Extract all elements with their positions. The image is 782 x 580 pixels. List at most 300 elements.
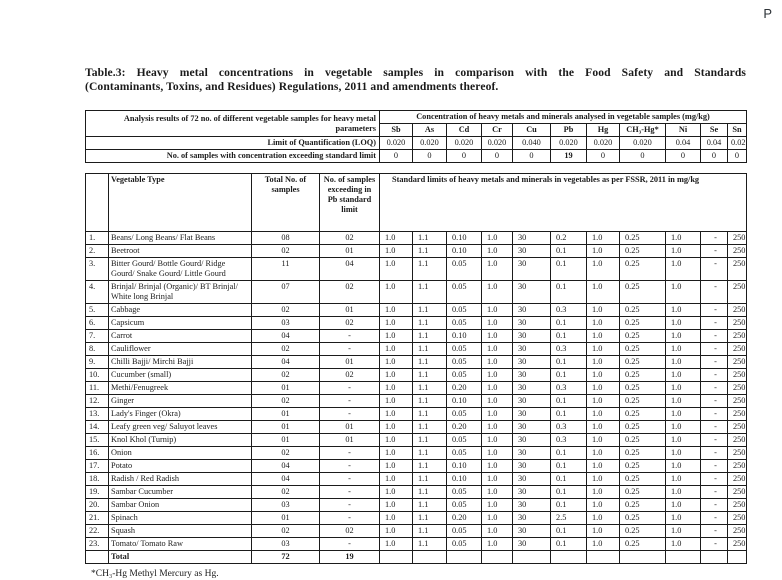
limit-sn: 250 <box>728 525 747 538</box>
vegetable-name: Lady's Finger (Okra) <box>109 408 252 421</box>
limit-ch3hg: 0.25 <box>620 538 666 551</box>
exceeding-samples-cell: 02 <box>320 369 380 382</box>
limit-ni: 1.0 <box>666 421 701 434</box>
limit-ch3hg: 0.25 <box>620 356 666 369</box>
exceeding-samples-cell: 01 <box>320 304 380 317</box>
limit-sn: 250 <box>728 281 747 304</box>
total-samples-cell: 04 <box>252 473 320 486</box>
limit-cd: 0.05 <box>447 525 482 538</box>
limit-pb: 0.1 <box>551 447 587 460</box>
table-row <box>86 232 747 245</box>
limit-sb: 1.0 <box>380 281 413 304</box>
total-samples-header: Total No. of samples <box>252 174 320 232</box>
limit-sb: 1.0 <box>380 369 413 382</box>
limit-ch3hg: 0.25 <box>620 525 666 538</box>
limit-se: - <box>701 330 728 343</box>
limit-cu: 30 <box>513 538 551 551</box>
limit-se: - <box>701 304 728 317</box>
exceeding-samples-cell: - <box>320 395 380 408</box>
row-number: 9. <box>86 356 109 369</box>
limit-sb: 1.0 <box>380 232 413 245</box>
vegetable-name: Radish / Red Radish <box>109 473 252 486</box>
limit-ni: 1.0 <box>666 232 701 245</box>
exceeding-samples-cell: 02 <box>320 525 380 538</box>
limit-cu: 30 <box>513 525 551 538</box>
limit-cd: 0.05 <box>447 281 482 304</box>
row-number: 10. <box>86 369 109 382</box>
limit-sn: 250 <box>728 343 747 356</box>
detail-header-row <box>86 174 747 232</box>
limit-cr: 1.0 <box>482 356 513 369</box>
total-samples-cell: 04 <box>252 330 320 343</box>
limit-hg: 1.0 <box>587 369 620 382</box>
exceeding-count-cell: 0 <box>482 150 513 163</box>
limit-sb: 1.0 <box>380 382 413 395</box>
summary-exceeding-row <box>86 150 747 163</box>
vegetable-name: Brinjal/ Brinjal (Organic)/ BT Brinjal/ White long Brinjal <box>109 281 252 304</box>
table-row <box>86 258 747 281</box>
exceeding-samples-cell: - <box>320 460 380 473</box>
limit-ni: 1.0 <box>666 330 701 343</box>
limit-ni: 1.0 <box>666 525 701 538</box>
row-number: 16. <box>86 447 109 460</box>
limit-as: 1.1 <box>413 356 447 369</box>
exceeding-count-cell: 0 <box>513 150 551 163</box>
limit-cd: 0.05 <box>447 356 482 369</box>
total-samples-cell: 03 <box>252 499 320 512</box>
limit-cu: 30 <box>513 343 551 356</box>
limit-hg: 1.0 <box>587 421 620 434</box>
vegetable-name: Knol Khol (Turnip) <box>109 434 252 447</box>
limit-as: 1.1 <box>413 304 447 317</box>
exceeding-samples-cell: - <box>320 343 380 356</box>
limit-as: 1.1 <box>413 421 447 434</box>
limit-se: - <box>701 460 728 473</box>
limit-cu: 30 <box>513 408 551 421</box>
limit-sb: 1.0 <box>380 473 413 486</box>
exceeding-samples-cell: - <box>320 499 380 512</box>
limit-ni: 1.0 <box>666 317 701 330</box>
limit-sn: 250 <box>728 245 747 258</box>
limit-pb: 0.1 <box>551 460 587 473</box>
limit-sb: 1.0 <box>380 330 413 343</box>
limit-sn: 250 <box>728 499 747 512</box>
table-row <box>86 245 747 258</box>
loq-value-cell: 0.04 <box>701 137 728 150</box>
vegetable-name: Sambar Onion <box>109 499 252 512</box>
limit-cr: 1.0 <box>482 317 513 330</box>
limit-as: 1.1 <box>413 395 447 408</box>
total-samples-cell: 01 <box>252 434 320 447</box>
limit-pb: 0.2 <box>551 232 587 245</box>
limit-hg: 1.0 <box>587 408 620 421</box>
limit-sb: 1.0 <box>380 395 413 408</box>
limit-cr: 1.0 <box>482 512 513 525</box>
limit-ni: 1.0 <box>666 304 701 317</box>
limit-sb: 1.0 <box>380 525 413 538</box>
limit-sn: 250 <box>728 486 747 499</box>
limit-as: 1.1 <box>413 317 447 330</box>
empty-cell <box>587 551 620 564</box>
table-row <box>86 486 747 499</box>
limit-ch3hg: 0.25 <box>620 281 666 304</box>
limit-sn: 250 <box>728 408 747 421</box>
limit-cr: 1.0 <box>482 447 513 460</box>
vegetable-name: Cauliflower <box>109 343 252 356</box>
limit-ch3hg: 0.25 <box>620 304 666 317</box>
row-number: 14. <box>86 421 109 434</box>
exceeding-samples-cell: - <box>320 447 380 460</box>
limit-sn: 250 <box>728 258 747 281</box>
limit-sb: 1.0 <box>380 512 413 525</box>
limit-se: - <box>701 525 728 538</box>
element-header-cell: Pb <box>551 124 587 137</box>
limit-cd: 0.05 <box>447 538 482 551</box>
limit-ch3hg: 0.25 <box>620 258 666 281</box>
limit-hg: 1.0 <box>587 304 620 317</box>
loq-value-cell: 0.02 <box>728 137 747 150</box>
total-samples-cell: 01 <box>252 382 320 395</box>
limit-cd: 0.05 <box>447 434 482 447</box>
limit-sn: 250 <box>728 369 747 382</box>
row-number: 23. <box>86 538 109 551</box>
total-samples-cell: 01 <box>252 421 320 434</box>
limit-hg: 1.0 <box>587 330 620 343</box>
empty-cell <box>447 551 482 564</box>
limit-cr: 1.0 <box>482 473 513 486</box>
summary-loq-row <box>86 137 747 150</box>
limit-cd: 0.05 <box>447 486 482 499</box>
limit-cr: 1.0 <box>482 281 513 304</box>
limit-pb: 0.1 <box>551 356 587 369</box>
limit-cd: 0.05 <box>447 304 482 317</box>
exceeding-count-cell: 0 <box>413 150 447 163</box>
vegetable-name: Bitter Gourd/ Bottle Gourd/ Ridge Gourd/ Snake Gourd/ Little Gourd <box>109 258 252 281</box>
limit-se: - <box>701 486 728 499</box>
limit-pb: 0.3 <box>551 382 587 395</box>
loq-value-cell: 0.020 <box>447 137 482 150</box>
total-samples-cell: 07 <box>252 281 320 304</box>
limit-ch3hg: 0.25 <box>620 434 666 447</box>
total-samples-cell: 01 <box>252 512 320 525</box>
limit-cu: 30 <box>513 369 551 382</box>
table-row <box>86 460 747 473</box>
row-number: 5. <box>86 304 109 317</box>
exceeding-samples-cell: 04 <box>320 258 380 281</box>
limit-ni: 1.0 <box>666 486 701 499</box>
limit-cr: 1.0 <box>482 408 513 421</box>
limit-as: 1.1 <box>413 460 447 473</box>
table-row <box>86 473 747 486</box>
limit-ch3hg: 0.25 <box>620 382 666 395</box>
row-number: 6. <box>86 317 109 330</box>
limit-cd: 0.10 <box>447 460 482 473</box>
exceeding-samples-cell: 01 <box>320 245 380 258</box>
limit-se: - <box>701 281 728 304</box>
limit-hg: 1.0 <box>587 447 620 460</box>
empty-cell <box>482 551 513 564</box>
limit-ch3hg: 0.25 <box>620 421 666 434</box>
limit-se: - <box>701 232 728 245</box>
limit-se: - <box>701 343 728 356</box>
total-samples-cell: 02 <box>252 525 320 538</box>
vegetable-name: Potato <box>109 460 252 473</box>
limit-cr: 1.0 <box>482 245 513 258</box>
limit-pb: 0.1 <box>551 538 587 551</box>
vegetable-name: Capsicum <box>109 317 252 330</box>
limit-sn: 250 <box>728 317 747 330</box>
limit-sb: 1.0 <box>380 258 413 281</box>
table-row <box>86 382 747 395</box>
limit-cu: 30 <box>513 486 551 499</box>
limit-hg: 1.0 <box>587 460 620 473</box>
limit-hg: 1.0 <box>587 473 620 486</box>
limit-ni: 1.0 <box>666 473 701 486</box>
limit-as: 1.1 <box>413 382 447 395</box>
total-samples-cell: 08 <box>252 232 320 245</box>
exceeding-samples-cell: - <box>320 486 380 499</box>
element-header-cell: Se <box>701 124 728 137</box>
limit-hg: 1.0 <box>587 245 620 258</box>
element-header-cell: Sb <box>380 124 413 137</box>
total-row-label: Total <box>109 551 252 564</box>
table-row <box>86 317 747 330</box>
limit-hg: 1.0 <box>587 281 620 304</box>
exceeding-count-cell: 0 <box>447 150 482 163</box>
element-header-cell: Hg <box>587 124 620 137</box>
loq-value-cell: 0.020 <box>551 137 587 150</box>
limit-sb: 1.0 <box>380 317 413 330</box>
limit-cd: 0.20 <box>447 382 482 395</box>
limit-pb: 0.1 <box>551 486 587 499</box>
limit-ch3hg: 0.25 <box>620 395 666 408</box>
total-samples-cell: 03 <box>252 317 320 330</box>
title-line-2: (Contaminants, Toxins, and Residues) Regulations, 2011 and amendments thereof. <box>85 80 499 93</box>
exceeding-label-cell: No. of samples with concentration exceeding standard limit <box>86 150 380 163</box>
limit-cu: 30 <box>513 434 551 447</box>
exceeding-samples-cell: 02 <box>320 281 380 304</box>
limit-pb: 0.1 <box>551 245 587 258</box>
limit-sn: 250 <box>728 382 747 395</box>
limit-sb: 1.0 <box>380 245 413 258</box>
limit-se: - <box>701 395 728 408</box>
loq-value-cell: 0.020 <box>380 137 413 150</box>
limit-as: 1.1 <box>413 512 447 525</box>
total-exceeding-value: 19 <box>320 551 380 564</box>
limit-cr: 1.0 <box>482 369 513 382</box>
limit-cd: 0.20 <box>447 421 482 434</box>
element-header-cell: Ni <box>666 124 701 137</box>
limit-cu: 30 <box>513 258 551 281</box>
limit-hg: 1.0 <box>587 395 620 408</box>
limit-se: - <box>701 258 728 281</box>
limit-ni: 1.0 <box>666 408 701 421</box>
table-row <box>86 434 747 447</box>
limit-cd: 0.05 <box>447 408 482 421</box>
limit-sb: 1.0 <box>380 343 413 356</box>
limit-se: - <box>701 317 728 330</box>
limit-pb: 0.3 <box>551 343 587 356</box>
limit-se: - <box>701 512 728 525</box>
limit-ni: 1.0 <box>666 245 701 258</box>
limit-as: 1.1 <box>413 525 447 538</box>
table-row <box>86 343 747 356</box>
limit-cr: 1.0 <box>482 499 513 512</box>
exceeding-count-cell: 0 <box>620 150 666 163</box>
empty-cell <box>551 551 587 564</box>
limit-cu: 30 <box>513 395 551 408</box>
limit-cu: 30 <box>513 356 551 369</box>
limit-cu: 30 <box>513 460 551 473</box>
limit-se: - <box>701 369 728 382</box>
limit-ch3hg: 0.25 <box>620 460 666 473</box>
limit-cd: 0.10 <box>447 232 482 245</box>
limit-ni: 1.0 <box>666 447 701 460</box>
total-samples-cell: 02 <box>252 304 320 317</box>
limit-pb: 0.1 <box>551 330 587 343</box>
limit-ch3hg: 0.25 <box>620 330 666 343</box>
exceeding-samples-cell: 01 <box>320 434 380 447</box>
limit-sb: 1.0 <box>380 486 413 499</box>
limit-ni: 1.0 <box>666 395 701 408</box>
standard-limits-header: Standard limits of heavy metals and minerals in vegetables as per FSSR, 2011 in mg/kg <box>380 174 747 232</box>
limit-ni: 1.0 <box>666 281 701 304</box>
table-row <box>86 304 747 317</box>
table-title <box>85 66 746 94</box>
limit-sb: 1.0 <box>380 538 413 551</box>
limit-ni: 1.0 <box>666 356 701 369</box>
limit-as: 1.1 <box>413 232 447 245</box>
total-row-number-cell <box>86 551 109 564</box>
exceeding-count-cell: 0 <box>701 150 728 163</box>
limit-pb: 0.1 <box>551 395 587 408</box>
limit-pb: 0.3 <box>551 304 587 317</box>
exceeding-samples-cell: 02 <box>320 317 380 330</box>
limit-ch3hg: 0.25 <box>620 512 666 525</box>
limit-as: 1.1 <box>413 330 447 343</box>
exceeding-count-cell: 0 <box>728 150 747 163</box>
limit-cr: 1.0 <box>482 395 513 408</box>
limit-cr: 1.0 <box>482 434 513 447</box>
exceeding-samples-cell: 02 <box>320 232 380 245</box>
exceeding-samples-cell: - <box>320 382 380 395</box>
row-number: 13. <box>86 408 109 421</box>
limit-pb: 0.1 <box>551 258 587 281</box>
limit-cu: 30 <box>513 281 551 304</box>
limit-hg: 1.0 <box>587 434 620 447</box>
limit-se: - <box>701 447 728 460</box>
table-row <box>86 369 747 382</box>
limit-cd: 0.05 <box>447 317 482 330</box>
row-number: 1. <box>86 232 109 245</box>
exceeding-samples-cell: 01 <box>320 421 380 434</box>
limit-cr: 1.0 <box>482 486 513 499</box>
limit-cr: 1.0 <box>482 330 513 343</box>
row-number: 19. <box>86 486 109 499</box>
limit-pb: 0.1 <box>551 473 587 486</box>
limit-cr: 1.0 <box>482 304 513 317</box>
empty-cell <box>701 551 728 564</box>
limit-hg: 1.0 <box>587 317 620 330</box>
limit-cd: 0.10 <box>447 245 482 258</box>
exceeding-samples-cell: - <box>320 512 380 525</box>
table-row <box>86 421 747 434</box>
concentration-header-cell: Concentration of heavy metals and minerals analysed in vegetable samples (mg/kg) <box>380 111 747 124</box>
vegetable-type-header: Vegetable Type <box>109 174 252 232</box>
limit-sb: 1.0 <box>380 304 413 317</box>
element-header-cell: Sn <box>728 124 747 137</box>
limit-sn: 250 <box>728 232 747 245</box>
exceeding-samples-cell: 01 <box>320 356 380 369</box>
vegetable-name: Cucumber (small) <box>109 369 252 382</box>
limit-se: - <box>701 408 728 421</box>
limit-cr: 1.0 <box>482 258 513 281</box>
table-row <box>86 512 747 525</box>
empty-cell <box>728 551 747 564</box>
vegetable-name: Methi/Fenugreek <box>109 382 252 395</box>
vegetable-name: Carrot <box>109 330 252 343</box>
vegetable-name: Beans/ Long Beans/ Flat Beans <box>109 232 252 245</box>
empty-cell <box>380 551 413 564</box>
table-row <box>86 447 747 460</box>
limit-sb: 1.0 <box>380 447 413 460</box>
limit-as: 1.1 <box>413 538 447 551</box>
row-number: 3. <box>86 258 109 281</box>
limit-hg: 1.0 <box>587 258 620 281</box>
limit-cd: 0.10 <box>447 330 482 343</box>
limit-cd: 0.05 <box>447 258 482 281</box>
limit-hg: 1.0 <box>587 499 620 512</box>
exceeding-samples-cell: - <box>320 473 380 486</box>
table-row <box>86 281 747 304</box>
total-samples-cell: 04 <box>252 460 320 473</box>
total-samples-cell: 11 <box>252 258 320 281</box>
limit-pb: 0.3 <box>551 421 587 434</box>
total-row <box>86 551 747 564</box>
loq-value-cell: 0.020 <box>482 137 513 150</box>
limit-sn: 250 <box>728 304 747 317</box>
row-number: 8. <box>86 343 109 356</box>
limit-se: - <box>701 434 728 447</box>
limit-cr: 1.0 <box>482 525 513 538</box>
limit-ch3hg: 0.25 <box>620 369 666 382</box>
limit-se: - <box>701 382 728 395</box>
limit-as: 1.1 <box>413 447 447 460</box>
limit-cu: 30 <box>513 245 551 258</box>
limit-hg: 1.0 <box>587 486 620 499</box>
limit-as: 1.1 <box>413 499 447 512</box>
row-number: 20. <box>86 499 109 512</box>
limit-ni: 1.0 <box>666 512 701 525</box>
limit-sn: 250 <box>728 447 747 460</box>
vegetable-name: Beetroot <box>109 245 252 258</box>
loq-label-cell: Limit of Quantification (LOQ) <box>86 137 380 150</box>
total-samples-cell: 02 <box>252 395 320 408</box>
limit-cu: 30 <box>513 382 551 395</box>
exceeding-samples-cell: - <box>320 538 380 551</box>
limit-cu: 30 <box>513 317 551 330</box>
limit-se: - <box>701 421 728 434</box>
row-number: 11. <box>86 382 109 395</box>
limit-ch3hg: 0.25 <box>620 343 666 356</box>
limit-ch3hg: 0.25 <box>620 486 666 499</box>
exceeding-count-cell: 19 <box>551 150 587 163</box>
limit-cd: 0.05 <box>447 447 482 460</box>
limit-ni: 1.0 <box>666 258 701 281</box>
table-row <box>86 395 747 408</box>
row-number: 15. <box>86 434 109 447</box>
limit-ni: 1.0 <box>666 343 701 356</box>
